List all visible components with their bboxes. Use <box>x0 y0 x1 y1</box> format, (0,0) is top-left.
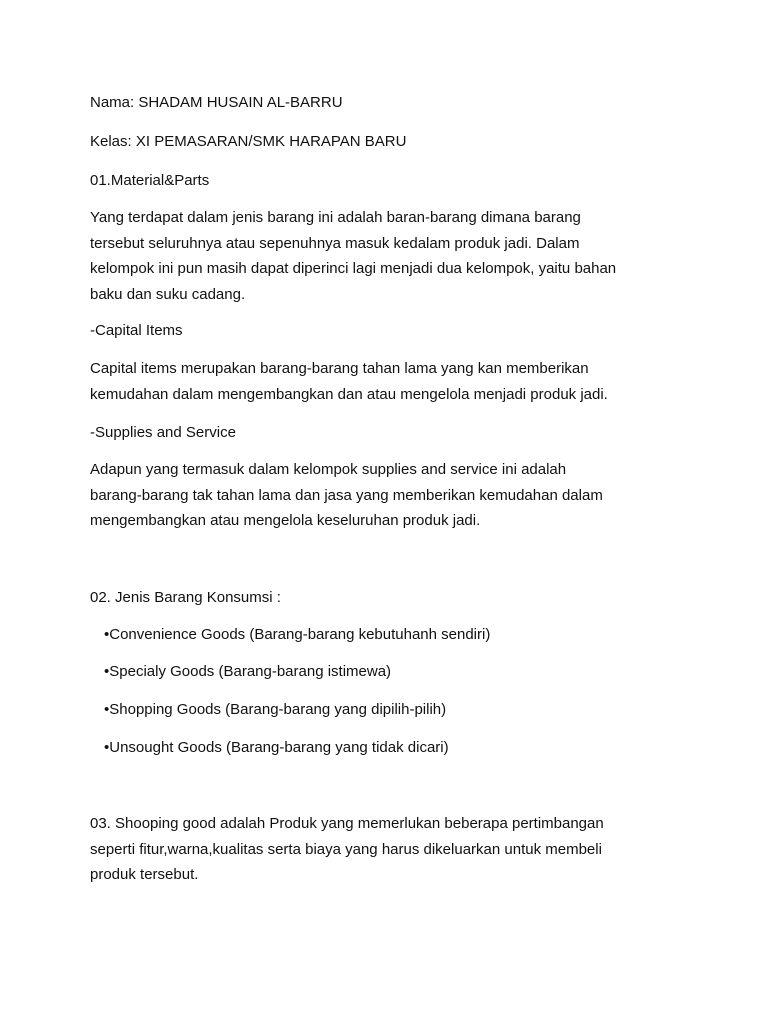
section-1-paragraph <box>90 205 680 307</box>
paragraph-line: kelompok ini pun masih dapat diperinci lagi menjadi dua kelompok, yaitu bahan <box>90 260 617 277</box>
paragraph-line: Capital items merupakan barang-barang tahan lama yang kan memberikan <box>90 360 589 377</box>
section-3-paragraph <box>90 811 680 888</box>
heading-text: -Capital Items <box>90 322 183 339</box>
name-line <box>90 90 680 116</box>
paragraph-line: seperti fitur,warna,kualitas serta biaya yang harus dikeluarkan untuk membeli <box>90 840 602 858</box>
supplies-paragraph <box>90 457 680 534</box>
name-text: Nama: SHADAM HUSAIN AL-BARRU <box>90 94 343 111</box>
capital-items-heading <box>90 318 680 344</box>
paragraph-line: barang-barang tak tahan lama dan jasa yang memberikan kemudahan dalam <box>90 486 603 504</box>
capital-items-paragraph <box>90 356 680 407</box>
list-item: •Specialy Goods (Barang-barang istimewa) <box>104 663 392 680</box>
paragraph-line: produk tersebut. <box>90 866 199 883</box>
class-text: Kelas: XI PEMASARAN/SMK HARAPAN BARU <box>90 133 407 150</box>
paragraph-line: Yang terdapat dalam jenis barang ini adalah baran-barang dimana barang <box>90 209 581 226</box>
list-item: •Convenience Goods (Barang-barang kebutuhanh sendiri) <box>104 626 491 643</box>
heading-text: -Supplies and Service <box>90 424 236 441</box>
paragraph-line: Adapun yang termasuk dalam kelompok supplies and service ini adalah <box>90 461 567 478</box>
heading-text: 01.Material&Parts <box>90 172 210 189</box>
paragraph-line: 03. Shooping good adalah Produk yang memerlukan beberapa pertimbangan <box>90 815 604 832</box>
class-line <box>90 129 680 155</box>
paragraph-line: tersebut seluruhnya atau sepenuhnya masuk kedalam produk jadi. Dalam <box>90 234 580 252</box>
list-item: •Unsought Goods (Barang-barang yang tidak dicari) <box>104 739 449 756</box>
section-1-heading <box>90 168 680 194</box>
paragraph-line: mengembangkan atau mengelola keseluruhan produk jadi. <box>90 512 481 529</box>
paragraph-line: baku dan suku cadang. <box>90 285 246 303</box>
supplies-heading <box>90 420 680 446</box>
section-2-heading <box>90 585 680 611</box>
list-item: •Shopping Goods (Barang-barang yang dipilih-pilih) <box>104 701 447 718</box>
heading-text: 02. Jenis Barang Konsumsi : <box>90 589 281 606</box>
paragraph-line: kemudahan dalam mengembangkan dan atau mengelola menjadi produk jadi. <box>90 385 608 403</box>
